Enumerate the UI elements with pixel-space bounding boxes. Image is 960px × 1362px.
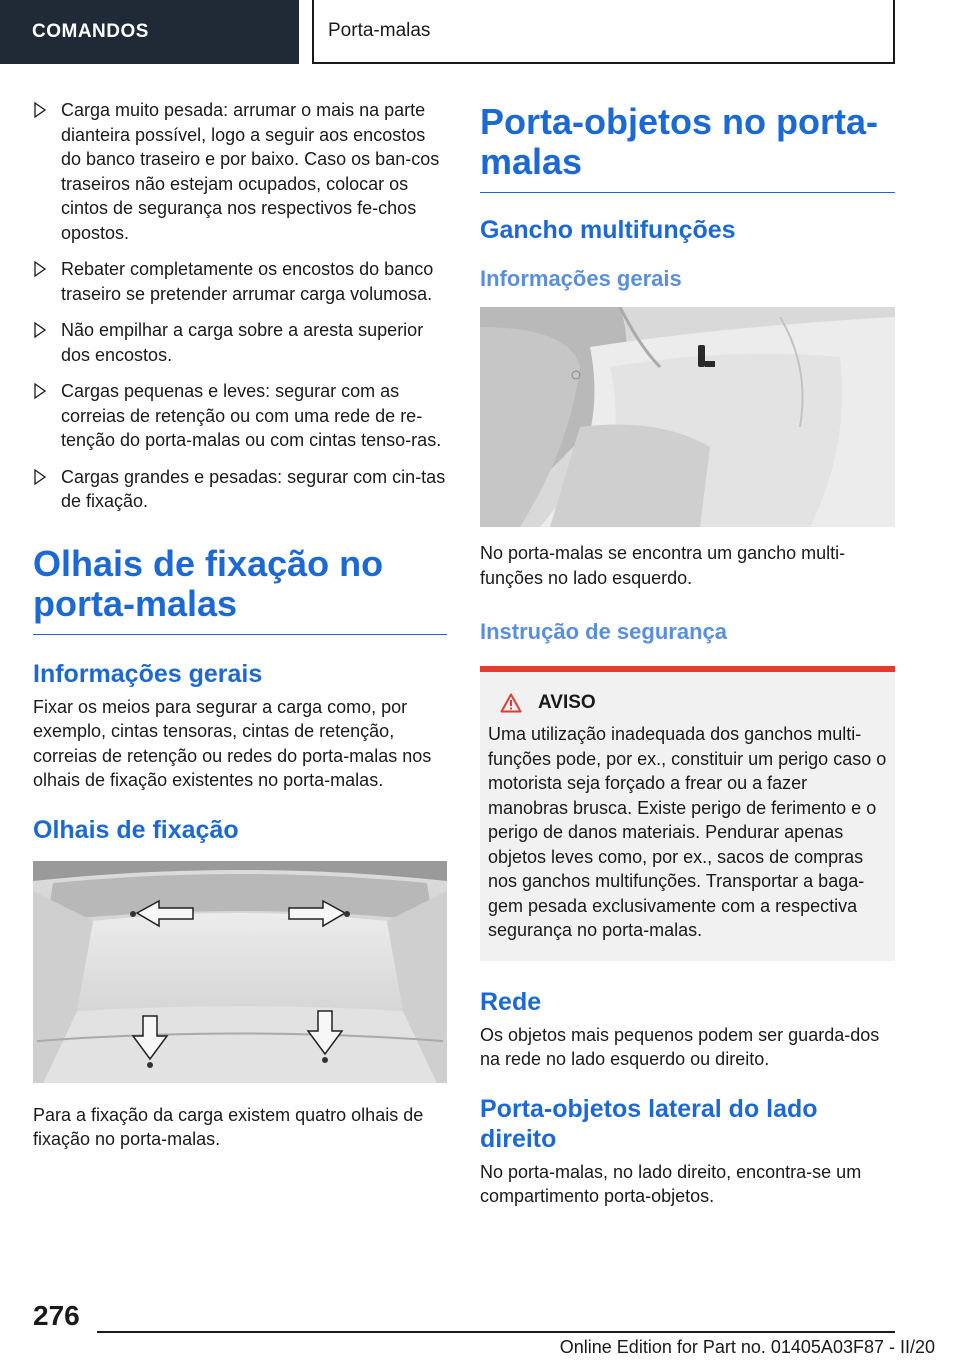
left-column [33, 98, 447, 1152]
list-item: Cargas grandes e pesadas: segurar com cin-tas de fixação. [33, 465, 447, 514]
load-tips-list [33, 98, 447, 514]
chapter-tab [0, 0, 299, 64]
section-tab [312, 0, 895, 64]
net-text: Os objetos mais pequenos podem ser guarda-dos na rede no lado esquerdo ou direito. [480, 1024, 880, 1069]
heading-trunk-storage: Porta-objetos no porta-malas [480, 102, 895, 193]
warning-box [480, 666, 895, 961]
heading-tie-down-points: Olhais de fixação [33, 815, 239, 844]
hook-illustration [480, 307, 895, 527]
heading-general-info: Informações gerais [33, 659, 263, 688]
warning-text: Uma utilização inadequada dos ganchos multi-funções pode, por ex., constituir um perigo caso o motorista seja forçado a frear ou a fazer manobras brusca. Existe perigo de ferimento e o perigo de danos materiais. Pendurar apenas objetos leves como, por ex., sacos de compras nos ganchos multifunções. Transportar a baga-gem pesada exclusivamente com a respectiva segurança no porta-malas. [488, 724, 887, 940]
warning-triangle-icon [500, 693, 522, 713]
tie-down-caption: Para a fixação da carga existem quatro olhais de fixação no porta-malas. [33, 1104, 424, 1149]
edition-note: Online Edition for Part no. 01405A03F87 - II/20 [559, 1337, 935, 1357]
heading-net: Rede [480, 987, 542, 1016]
section-title: Porta-malas [328, 20, 431, 41]
general-info-text: Fixar os meios para segurar a carga como, por exemplo, cintas tensoras, cintas de retenção, correias de retenção ou redes do porta-malas nos olhais de fixação existentes no porta-malas. [33, 696, 432, 790]
footer-divider [97, 1331, 895, 1333]
heading-multi-hook: Gancho multifunções [480, 216, 736, 244]
page-number: 276 [33, 1300, 80, 1331]
triangle-bullet-icon [33, 101, 47, 119]
list-item: Cargas pequenas e leves: segurar com as correias de retenção ou com uma rede de re-tenção do porta-malas ou com cintas tenso-ras. [33, 379, 447, 453]
heading-tie-down-eyes: Olhais de fixação no porta-malas [33, 544, 447, 635]
multi-hook-photo [480, 307, 895, 527]
right-column [480, 102, 895, 1209]
multi-hook-caption: No porta-malas se encontra um gancho multi-funções no lado esquerdo. [480, 543, 846, 588]
list-item: Rebater completamente os encostos do banco traseiro se pretender arrumar carga volumosa. [33, 257, 447, 306]
list-item: Não empilhar a carga sobre a aresta superior dos encostos. [33, 318, 447, 367]
triangle-bullet-icon [33, 382, 47, 400]
triangle-bullet-icon [33, 321, 47, 339]
heading-hook-general-info: Informações gerais [480, 266, 682, 291]
trunk-tie-down-photo [33, 861, 447, 1083]
trunk-illustration [33, 861, 447, 1083]
heading-side-storage: Porta-objetos lateral do lado direito [480, 1094, 818, 1153]
watermark-text: carmanualsonline.info [932, 1356, 942, 1357]
chapter-title: COMANDOS [32, 21, 149, 42]
triangle-bullet-icon [33, 468, 47, 486]
warning-title: AVISO [538, 692, 596, 713]
side-storage-text: No porta-malas, no lado direito, encontra-se um compartimento porta-objetos. [480, 1161, 862, 1206]
heading-safety-instruction: Instrução de segurança [480, 619, 727, 644]
list-item: Carga muito pesada: arrumar o mais na parte dianteira possível, logo a seguir aos encostos do banco traseiro e por baixo. Caso os ban-cos traseiros não estejam ocupados, colocar os cintos de segurança nos respectivos fe-chos opostos. [33, 98, 447, 245]
triangle-bullet-icon [33, 260, 47, 278]
warning-header [488, 692, 887, 714]
